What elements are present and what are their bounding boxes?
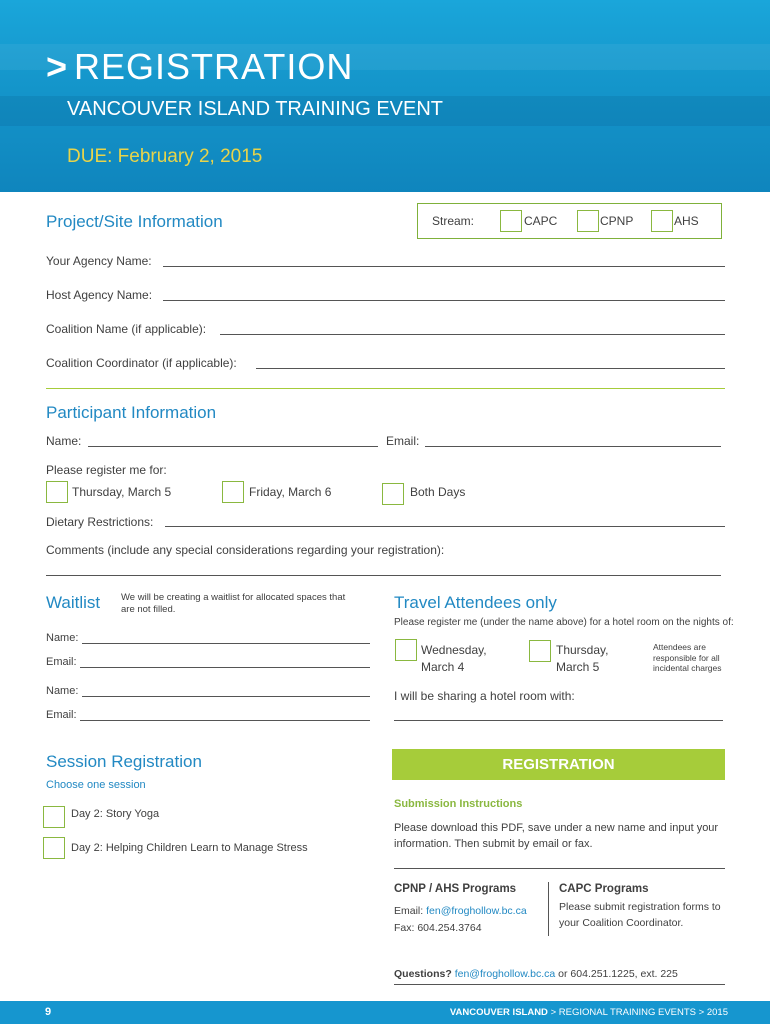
stream-box [417, 203, 722, 239]
coalition-name-field[interactable] [220, 334, 725, 335]
page-subtitle: VANCOUVER ISLAND TRAINING EVENT [67, 98, 443, 120]
waitlist-email-field-2[interactable] [80, 720, 370, 721]
page-title: > REGISTRATION [46, 46, 354, 87]
travel-heading: Travel Attendees only [394, 593, 557, 612]
cpnp-email-link[interactable]: fen@froghollow.bc.ca [426, 905, 527, 917]
waitlist-name-label-2: Name: [46, 685, 79, 697]
questions-divider [394, 984, 725, 985]
coalition-name-label: Coalition Name (if applicable): [46, 322, 207, 336]
stream-label: Stream: [432, 214, 475, 228]
agency-name-field[interactable] [163, 266, 725, 267]
program-divider [548, 882, 549, 936]
session-subheading: Choose one session [46, 779, 146, 791]
session-stress-label: Day 2: Helping Children Learn to Manage Stress [71, 842, 308, 854]
project-heading: Project/Site Information [46, 212, 223, 231]
header-banner [0, 0, 770, 192]
submission-text: Please download this PDF, save under a new name and input your information. Then submit by email or fax. [394, 822, 719, 850]
registration-bar: REGISTRATION [392, 749, 725, 780]
waitlist-name-label-1: Name: [46, 632, 79, 644]
sharing-label: I will be sharing a hotel room with: [394, 689, 575, 703]
waitlist-email-label-1: Email: [46, 656, 77, 668]
friday-label: Friday, March 6 [249, 485, 332, 499]
footer-text: VANCOUVER ISLAND > REGIONAL TRAINING EVENTS > 2015 [449, 1007, 728, 1018]
capc-heading: CAPC Programs [559, 883, 649, 895]
submission-divider [394, 868, 725, 869]
page-number: 9 [45, 1006, 52, 1018]
session-heading: Session Registration [46, 752, 202, 771]
stream-capc-label: CAPC [524, 214, 558, 228]
wednesday-night-label: Wednesday, March 4 [421, 643, 487, 674]
comments-field[interactable] [46, 575, 721, 576]
comments-label: Comments (include any special considerations regarding your registration): [46, 543, 445, 557]
waitlist-email-label-2: Email: [46, 709, 77, 721]
sharing-field[interactable] [394, 720, 723, 721]
waitlist-heading: Waitlist [46, 593, 101, 612]
participant-email-label: Email: [386, 434, 420, 448]
both-days-checkbox[interactable] [382, 483, 404, 505]
travel-instruction: Please register me (under the name above) for a hotel room on the nights of: [394, 617, 734, 628]
register-for-label: Please register me for: [46, 463, 167, 477]
thursday-night-checkbox[interactable] [529, 640, 551, 662]
participant-email-field[interactable] [425, 446, 721, 447]
thursday-night-label: Thursday, March 5 [556, 643, 609, 674]
cpnp-heading: CPNP / AHS Programs [394, 883, 517, 895]
coalition-coordinator-label: Coalition Coordinator (if applicable): [46, 356, 237, 370]
stream-ahs-checkbox[interactable] [651, 210, 673, 232]
participant-name-field[interactable] [88, 446, 378, 447]
questions-line: Questions? fen@froghollow.bc.ca or 604.251.1225, ext. 225 [394, 968, 678, 980]
friday-checkbox[interactable] [222, 481, 244, 503]
due-date: DUE: February 2, 2015 [67, 146, 263, 167]
both-days-label: Both Days [410, 485, 466, 499]
section-divider [46, 388, 725, 389]
submission-title: Submission Instructions [394, 798, 523, 810]
host-agency-label: Host Agency Name: [46, 288, 153, 302]
session-story-yoga-label: Day 2: Story Yoga [71, 808, 160, 820]
coalition-coordinator-field[interactable] [256, 368, 725, 369]
cpnp-email: Email: fen@froghollow.bc.ca [394, 905, 527, 917]
thursday-checkbox[interactable] [46, 481, 68, 503]
waitlist-note: We will be creating a waitlist for allocated spaces that are not filled. [121, 592, 346, 615]
stream-cpnp-checkbox[interactable] [577, 210, 599, 232]
incidental-note: Attendees are responsible for all incidental charges [653, 642, 722, 673]
thursday-label: Thursday, March 5 [72, 485, 172, 499]
wednesday-night-checkbox[interactable] [395, 639, 417, 661]
session-stress-checkbox[interactable] [43, 837, 65, 859]
cpnp-fax: Fax: 604.254.3764 [394, 922, 482, 934]
footer [0, 1001, 770, 1024]
participant-heading: Participant Information [46, 403, 217, 422]
waitlist-name-field-2[interactable] [82, 696, 370, 697]
stream-cpnp-label: CPNP [600, 214, 634, 228]
participant-name-label: Name: [46, 434, 82, 448]
chevron-right-icon: > [46, 46, 69, 87]
host-agency-field[interactable] [163, 300, 725, 301]
stream-ahs-label: AHS [674, 214, 699, 228]
waitlist-email-field-1[interactable] [80, 667, 370, 668]
waitlist-name-field-1[interactable] [82, 643, 370, 644]
capc-text: Please submit registration forms to your Coalition Coordinator. [559, 901, 721, 929]
dietary-label: Dietary Restrictions: [46, 515, 154, 529]
session-story-yoga-checkbox[interactable] [43, 806, 65, 828]
stream-capc-checkbox[interactable] [500, 210, 522, 232]
questions-email-link[interactable]: fen@froghollow.bc.ca [454, 968, 556, 980]
agency-name-label: Your Agency Name: [46, 254, 152, 268]
dietary-field[interactable] [165, 526, 725, 527]
